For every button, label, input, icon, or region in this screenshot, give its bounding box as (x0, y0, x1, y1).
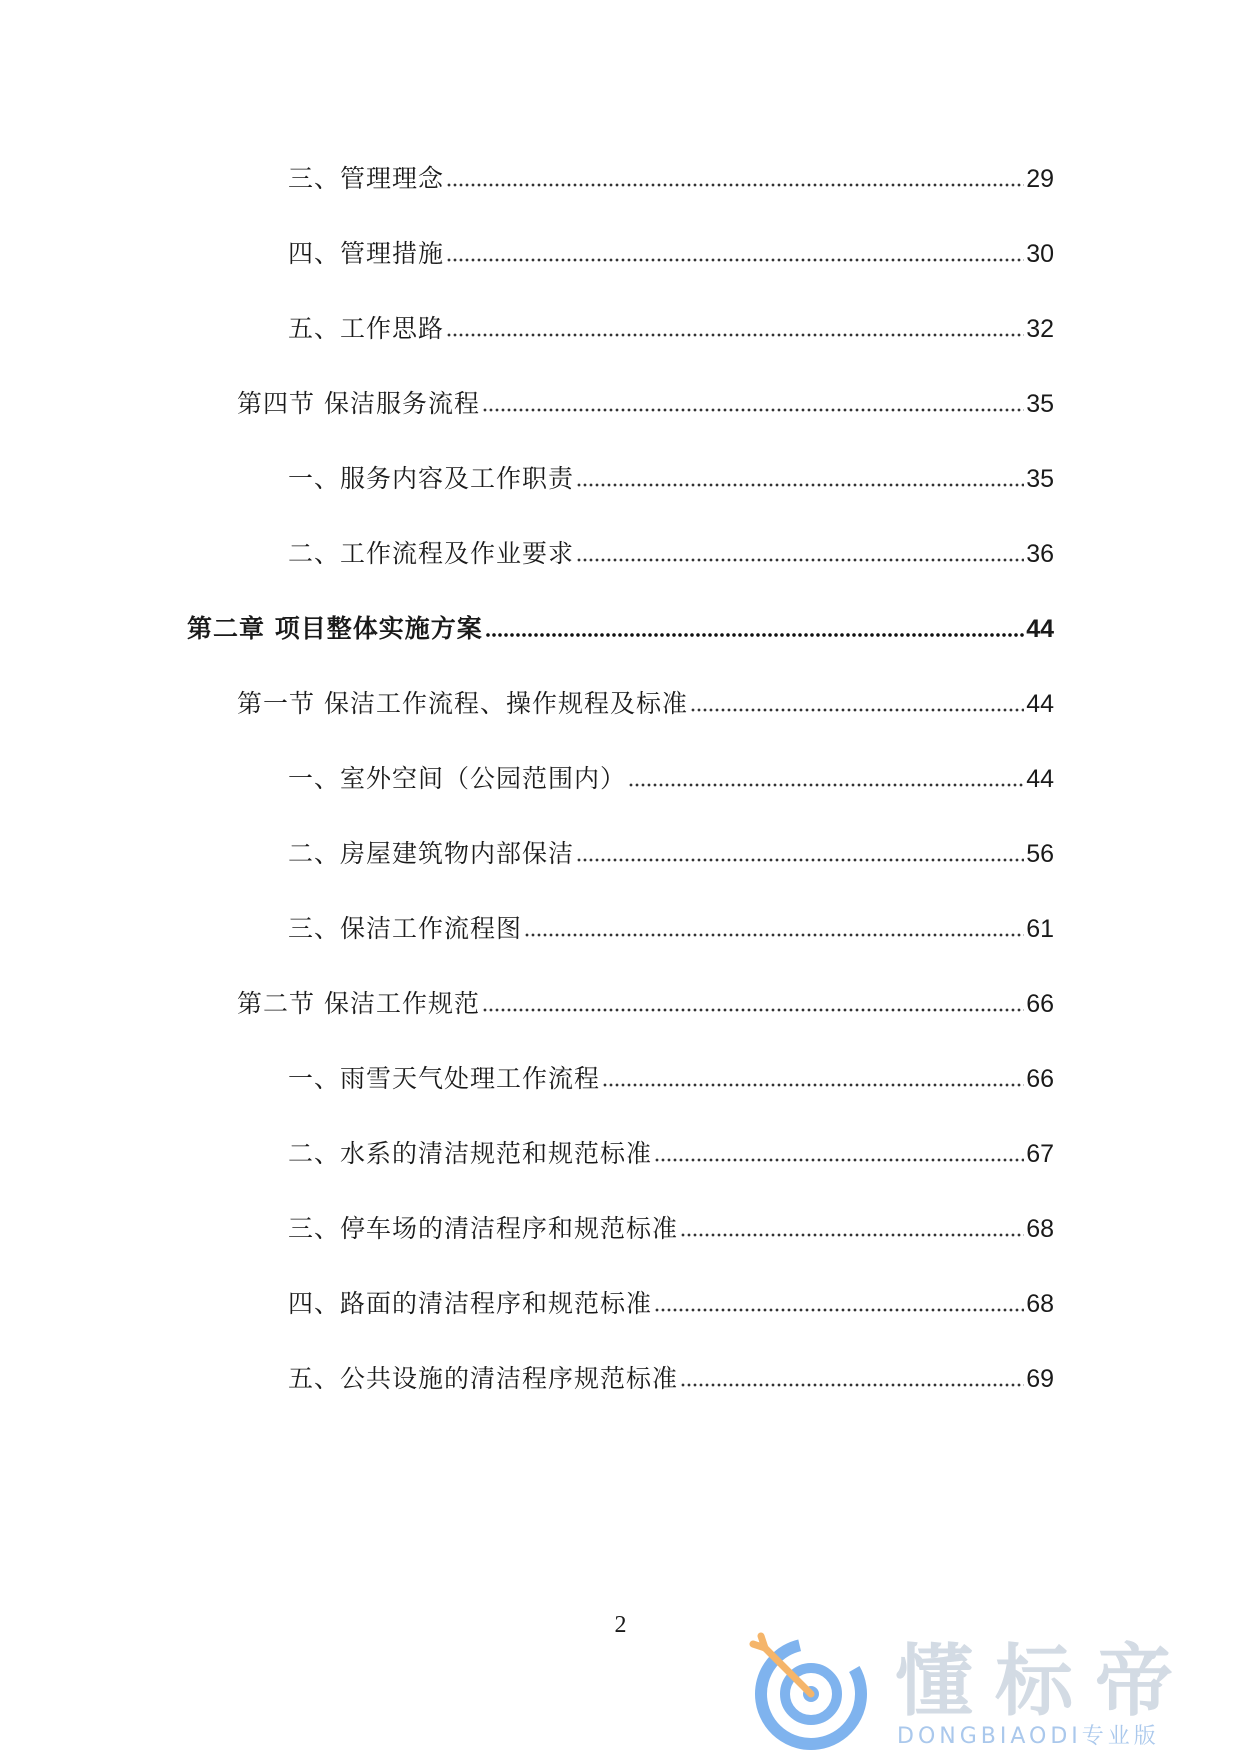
toc-entry-page: 35 (1026, 390, 1054, 418)
toc-entry-page: 66 (1026, 1065, 1054, 1093)
toc-entry-page: 30 (1026, 240, 1054, 268)
toc-entry-label: 二、水系的清洁规范和规范标准 (288, 1139, 653, 1168)
toc-entry-label: 四、管理措施 (288, 239, 445, 268)
watermark-title: 懂标帝 (895, 1637, 1196, 1727)
toc-entry-label: 三、管理理念 (288, 164, 445, 193)
toc-entry-page: 36 (1026, 540, 1054, 568)
toc-entry-page: 69 (1026, 1365, 1054, 1393)
toc-entry[interactable] (288, 1356, 1054, 1396)
toc-entry-page: 56 (1026, 840, 1054, 868)
toc-entry-page: 68 (1026, 1215, 1054, 1243)
toc-entry-page: 35 (1026, 465, 1054, 493)
toc-entry[interactable] (288, 156, 1054, 196)
toc-leader-dots (524, 933, 1024, 937)
toc-leader-dots (628, 783, 1024, 787)
toc-entry-page: 66 (1026, 990, 1054, 1018)
target-logo-icon (745, 1628, 875, 1754)
toc-entry-label: 第一节 保洁工作流程、操作规程及标准 (237, 689, 688, 718)
toc-entry-label: 二、工作流程及作业要求 (288, 539, 575, 568)
toc-leader-dots (482, 408, 1024, 412)
toc-entry-page: 68 (1026, 1290, 1054, 1318)
toc-entry-page: 44 (1026, 765, 1054, 793)
toc-entry[interactable] (288, 456, 1054, 496)
toc-entry-label: 第二节 保洁工作规范 (237, 989, 480, 1018)
toc-entry-page: 44 (1026, 615, 1054, 643)
toc-entry[interactable] (288, 1131, 1054, 1171)
toc-entry[interactable] (237, 681, 1054, 721)
toc-leader-dots (446, 183, 1024, 187)
toc-leader-dots (680, 1233, 1024, 1237)
toc-entry-label: 一、室外空间（公园范围内） (288, 764, 627, 793)
toc-entry-chapter[interactable] (187, 606, 1054, 646)
toc-entry[interactable] (288, 1206, 1054, 1246)
toc-entry[interactable] (237, 381, 1054, 421)
toc-entry[interactable] (288, 306, 1054, 346)
toc-entry-page: 44 (1026, 690, 1054, 718)
toc-entry[interactable] (288, 231, 1054, 271)
watermark-subtitle: DONGBIAODI专业版 (897, 1724, 1160, 1749)
watermark (745, 1628, 1215, 1754)
toc-entry[interactable] (288, 1056, 1054, 1096)
toc-leader-dots (446, 333, 1024, 337)
toc-entry[interactable] (288, 831, 1054, 871)
toc-entry-label: 四、路面的清洁程序和规范标准 (288, 1289, 653, 1318)
toc-entry[interactable] (288, 756, 1054, 796)
toc-entry-page: 29 (1026, 165, 1054, 193)
toc-entry-page: 32 (1026, 315, 1054, 343)
toc-entry-label: 五、工作思路 (288, 314, 445, 343)
page-number: 2 (614, 1612, 627, 1638)
toc-entry[interactable] (288, 906, 1054, 946)
toc-entry-label: 三、停车场的清洁程序和规范标准 (288, 1214, 679, 1243)
toc-leader-dots (654, 1158, 1024, 1162)
toc-entry-label: 一、服务内容及工作职责 (288, 464, 575, 493)
toc-leader-dots (690, 708, 1024, 712)
toc-entry-label: 三、保洁工作流程图 (288, 914, 523, 943)
toc-leader-dots (485, 633, 1024, 637)
toc-leader-dots (576, 483, 1024, 487)
toc-leader-dots (576, 858, 1024, 862)
toc-entry-page: 67 (1026, 1140, 1054, 1168)
toc-leader-dots (654, 1308, 1024, 1312)
toc-entry-label: 第四节 保洁服务流程 (237, 389, 480, 418)
toc-entry-label: 第二章 项目整体实施方案 (187, 614, 483, 643)
toc-entry[interactable] (237, 981, 1054, 1021)
toc-entry-label: 五、公共设施的清洁程序规范标准 (288, 1364, 679, 1393)
toc-leader-dots (482, 1008, 1024, 1012)
toc-entry-label: 二、房屋建筑物内部保洁 (288, 839, 575, 868)
toc-leader-dots (602, 1083, 1024, 1087)
toc-leader-dots (680, 1383, 1024, 1387)
toc-entry-label: 一、雨雪天气处理工作流程 (288, 1064, 601, 1093)
toc-entry[interactable] (288, 1281, 1054, 1321)
toc-leader-dots (576, 558, 1024, 562)
toc-entry[interactable] (288, 531, 1054, 571)
toc-entry-page: 61 (1026, 915, 1054, 943)
toc-leader-dots (446, 258, 1024, 262)
